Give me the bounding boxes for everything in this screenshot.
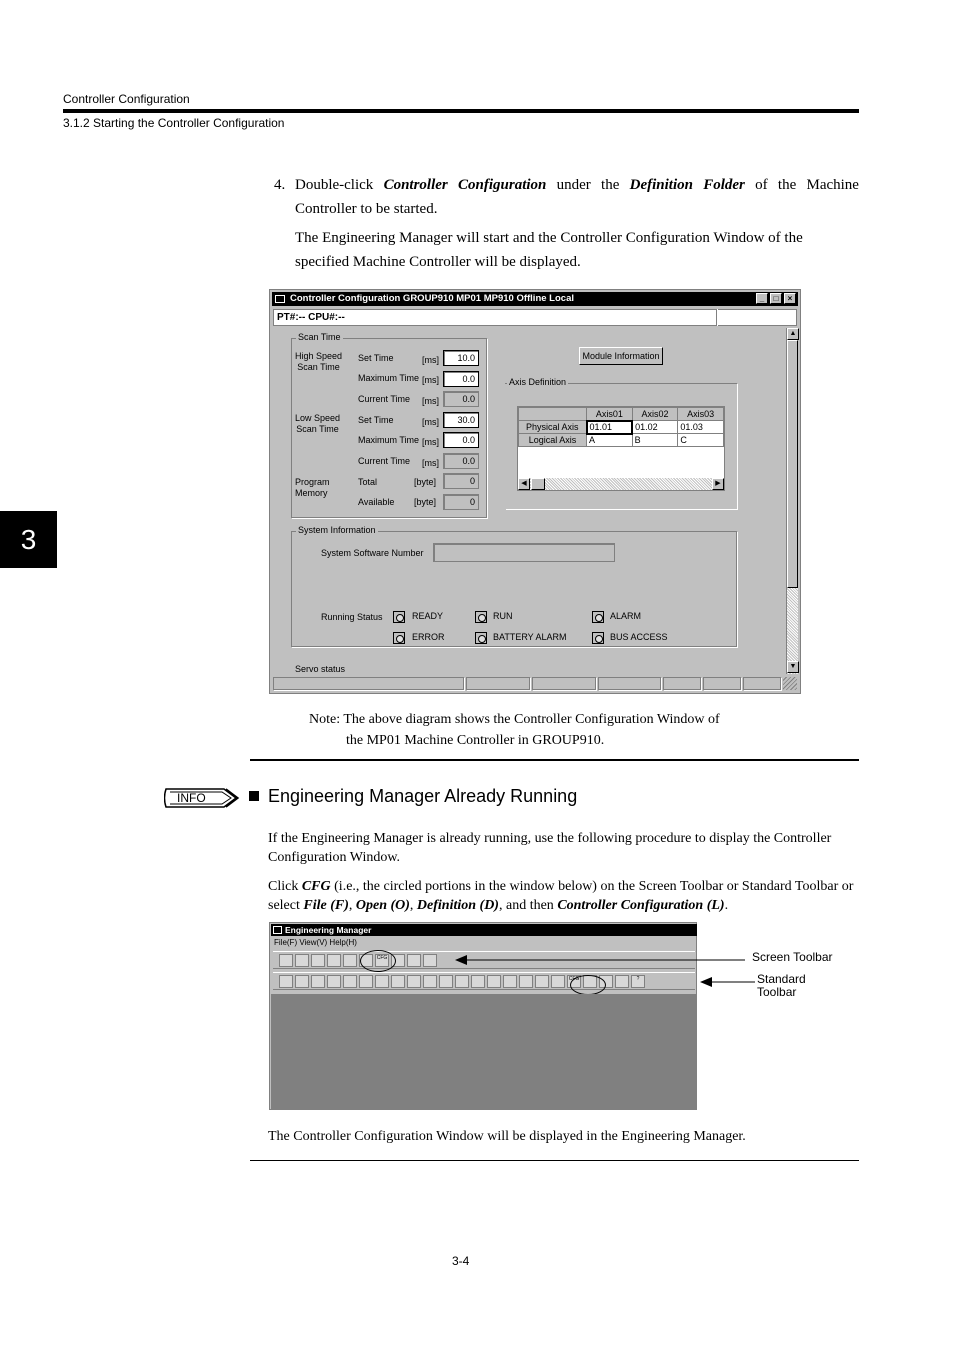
resize-grip-icon[interactable] (783, 677, 797, 690)
pt-cpu-bar: PT#:-- CPU#:-- (273, 309, 797, 326)
section-divider (250, 759, 859, 761)
window-title: Controller Configuration GROUP910 MP01 MP910 Offline Local (290, 293, 574, 304)
ready-led-icon (393, 611, 405, 623)
physical-axis-cell[interactable]: 01.03 (678, 421, 724, 434)
ls-max-time-field[interactable]: 0.0 (443, 432, 479, 448)
memory-total-field: 0 (443, 473, 479, 489)
window-vscrollbar[interactable] (786, 328, 798, 674)
window-client-area (273, 328, 787, 674)
chapter-tab: 3 (0, 511, 57, 568)
cfg-icon[interactable]: CFG (567, 975, 581, 988)
section-end-rule (250, 1160, 859, 1161)
window-icon (275, 295, 285, 303)
scan-time-group: Scan Time High Speed Scan Time Set Time [ms] 10.0 Maximum Time [ms] 0.0 Current Time [ms] 0.0 Low Speed Scan Time Set Time [ms] 30.0 Maximum Time [ms] 0.0 Current Time [ms] 0.0 Program Memory Total [byte] 0 Available [byte] 0 (291, 338, 487, 518)
app-icon (273, 926, 282, 934)
minimize-icon[interactable]: _ (756, 293, 768, 304)
header-rule (63, 109, 859, 113)
note-line-1: Note: The above diagram shows the Controller Configuration Window of (309, 712, 720, 727)
callout-arrows (455, 952, 755, 992)
scroll-right-icon[interactable]: ▶ (712, 478, 724, 490)
copy-icon[interactable] (343, 975, 357, 988)
logical-axis-cell[interactable]: A (587, 434, 633, 447)
step-4-result: The Engineering Manager will start and the Controller Configuration Window of the specified Machine Controller will be displayed. (295, 230, 803, 270)
close-icon[interactable]: × (784, 293, 796, 304)
scroll-left-icon[interactable]: ◀ (518, 478, 530, 490)
em-titlebar: Engineering Manager (271, 924, 697, 936)
step-number: 4. (274, 177, 286, 193)
save-icon[interactable] (295, 975, 309, 988)
em-menubar[interactable]: File(F) View(V) Help(H) (274, 938, 357, 947)
step-4-text: Double-click Controller Configuration under the Definition Folder of the Machine Controller to be started. (295, 177, 859, 217)
section-title: 3.1.2 Starting the Controller Configuration (63, 116, 285, 130)
controller-configuration-window (269, 289, 801, 694)
scroll-thumb[interactable] (787, 340, 798, 588)
ls-current-time-field: 0.0 (443, 453, 479, 469)
cfg-icon[interactable]: CFG (375, 954, 389, 967)
note-line-2: the MP01 Machine Controller in GROUP910. (346, 733, 605, 748)
alarm-led-icon (592, 611, 604, 623)
new-file-icon[interactable] (279, 975, 293, 988)
info-heading: Engineering Manager Already Running (268, 786, 578, 806)
physical-axis-cell[interactable]: 01.01 (587, 421, 633, 434)
print-icon[interactable] (311, 975, 325, 988)
axis-grid: Axis01 Axis02 Axis03 Physical Axis 01.01 01.02 01.03 Logical Axis A B C ◀ ▶ (517, 406, 725, 491)
status-bar (273, 677, 797, 690)
bus-access-led-icon (592, 632, 604, 644)
info-badge: INFO (164, 786, 244, 810)
axis-definition-group: Axis Definition (505, 383, 737, 509)
ls-set-time-field[interactable]: 30.0 (443, 412, 479, 428)
em-workspace (271, 994, 697, 1110)
screen-toolbar-label: Screen Toolbar (752, 950, 833, 964)
cfg-highlight-circle (360, 950, 396, 972)
help-icon[interactable]: ? (631, 975, 645, 988)
servo-status-label: Servo status (295, 664, 346, 674)
scroll-down-icon[interactable]: ▼ (787, 661, 799, 673)
module-information-button[interactable]: Module Information (579, 347, 663, 365)
page-number: 3-4 (452, 1254, 470, 1268)
battery-alarm-led-icon (475, 632, 487, 644)
axis-hscrollbar[interactable] (518, 478, 724, 490)
cut-icon[interactable] (327, 975, 341, 988)
error-led-icon (393, 632, 405, 644)
hs-set-time-field[interactable]: 10.0 (443, 350, 479, 366)
hs-max-time-field[interactable]: 0.0 (443, 371, 479, 387)
paste-icon[interactable] (359, 975, 373, 988)
chapter-title: Controller Configuration (63, 92, 190, 106)
system-information-group: System Information System Software Number Running Status READY RUN ALARM ERROR BATTERY ALARM BUS ACCESS (291, 531, 737, 647)
info-para-3: The Controller Configuration Window will be displayed in the Engineering Manager. (268, 1129, 746, 1144)
run-led-icon (475, 611, 487, 623)
physical-axis-cell[interactable]: 01.02 (632, 421, 678, 434)
info-para-1: If the Engineering Manager is already running, use the following procedure to display the Controller Configuration Window. (268, 831, 832, 865)
logical-axis-cell[interactable]: B (632, 434, 678, 447)
heading-bullet-icon (249, 791, 259, 801)
maximize-icon[interactable]: □ (770, 293, 782, 304)
scroll-up-icon[interactable]: ▲ (787, 328, 799, 340)
system-software-number-field (433, 543, 615, 562)
hs-current-time-field: 0.0 (443, 391, 479, 407)
info-para-2: Click CFG (i.e., the circled portions in the window below) on the Screen Toolbar or Standard Toolbar or select File (F), Open (O), Definition (D), and then Controller Configuration (L). (268, 879, 854, 913)
engineering-manager-window (269, 922, 697, 1110)
window-titlebar (272, 292, 798, 306)
standard-toolbar-label: Standard Toolbar (757, 972, 806, 999)
memory-available-field: 0 (443, 494, 479, 510)
logical-axis-cell[interactable]: C (678, 434, 724, 447)
